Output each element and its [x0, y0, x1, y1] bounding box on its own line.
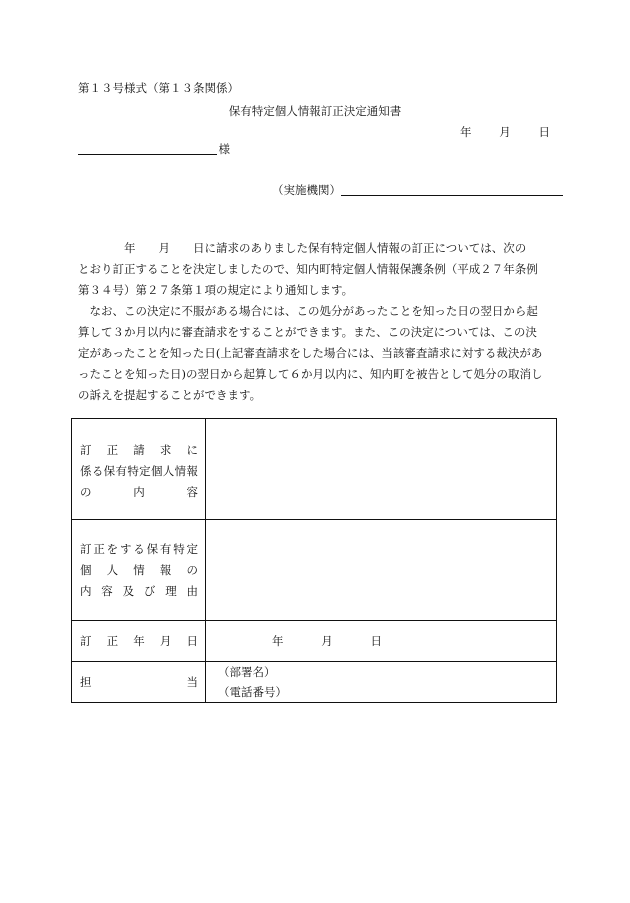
date-day-label: 日 — [538, 125, 550, 139]
table-row — [72, 419, 557, 520]
row2-label-line-3: 内 容 及 び 理 由 — [80, 583, 198, 598]
org-label: （実施機関） — [272, 183, 341, 197]
correction-year-label: 年 — [272, 634, 284, 648]
notice-body — [78, 238, 552, 406]
row1-label-line-3: の 内 容 — [80, 484, 198, 499]
date-month-label: 月 — [499, 125, 511, 139]
correction-date-cell[interactable] — [206, 621, 557, 662]
decision-table — [71, 418, 557, 703]
form-number: 第１３号様式（第１３条関係） — [78, 81, 239, 95]
department-label: （部署名） — [218, 665, 276, 679]
row1-label-line-2: 係 る 保 有 特 定 個 人 情 報 — [80, 463, 198, 478]
label-cell — [72, 419, 206, 520]
paragraph-line: 算して３か月以内に審査請求をすることができます。また、この決定については、この決 — [78, 325, 537, 339]
request-content-cell[interactable] — [206, 419, 557, 520]
implementing-agency — [272, 182, 563, 198]
label-cell — [72, 520, 206, 621]
date-year-label: 年 — [460, 125, 472, 139]
correction-content-cell[interactable] — [206, 520, 557, 621]
label-cell — [72, 621, 206, 662]
paragraph-line: なお、この決定に不服がある場合には、この処分があったことを知った日の翌日から起 — [78, 304, 538, 318]
row2-label-line-2: 個 人 情 報 の — [80, 562, 198, 577]
paragraph-line: の訴えを提起することができます。 — [78, 388, 262, 402]
contact-cell[interactable] — [206, 662, 557, 703]
paragraph-line: 第３４号）第２７条第１項の規定により通知します。 — [78, 283, 354, 297]
row3-label: 訂 正 年 月 日 — [80, 633, 198, 648]
phone-label: （電話番号） — [218, 685, 287, 699]
row1-label-line-1: 訂 正 請 求 に — [80, 442, 198, 457]
table-row — [72, 621, 557, 662]
correction-month-label: 月 — [321, 634, 333, 648]
row4-label: 担 当 — [80, 674, 198, 689]
addressee-suffix: 様 — [218, 142, 230, 156]
addressee-blank-line[interactable] — [78, 141, 217, 155]
paragraph-line: 年 月 日に請求のありました保有特定個人情報の訂正については、次の — [78, 241, 527, 255]
table-row — [72, 520, 557, 621]
correction-day-label: 日 — [370, 634, 382, 648]
label-cell — [72, 662, 206, 703]
table-row — [72, 662, 557, 703]
org-blank-line[interactable] — [341, 182, 563, 196]
paragraph-line: 定があったことを知った日(上記審査請求をした場合には、当該審査請求に対する裁決があ — [78, 346, 543, 360]
paragraph-line: ったことを知った日)の翌日から起算して６か月以内に、知内町を被告として処分の取消し — [78, 367, 543, 381]
addressee-field — [78, 141, 230, 157]
paragraph-line: とおり訂正することを決定しましたので、知内町特定個人情報保護条例（平成２７年条例 — [78, 262, 538, 276]
row2-label-line-1: 訂 正 を す る 保 有 特 定 — [80, 541, 198, 556]
document-title: 保有特定個人情報訂正決定通知書 — [228, 104, 402, 118]
issue-date — [460, 124, 550, 140]
